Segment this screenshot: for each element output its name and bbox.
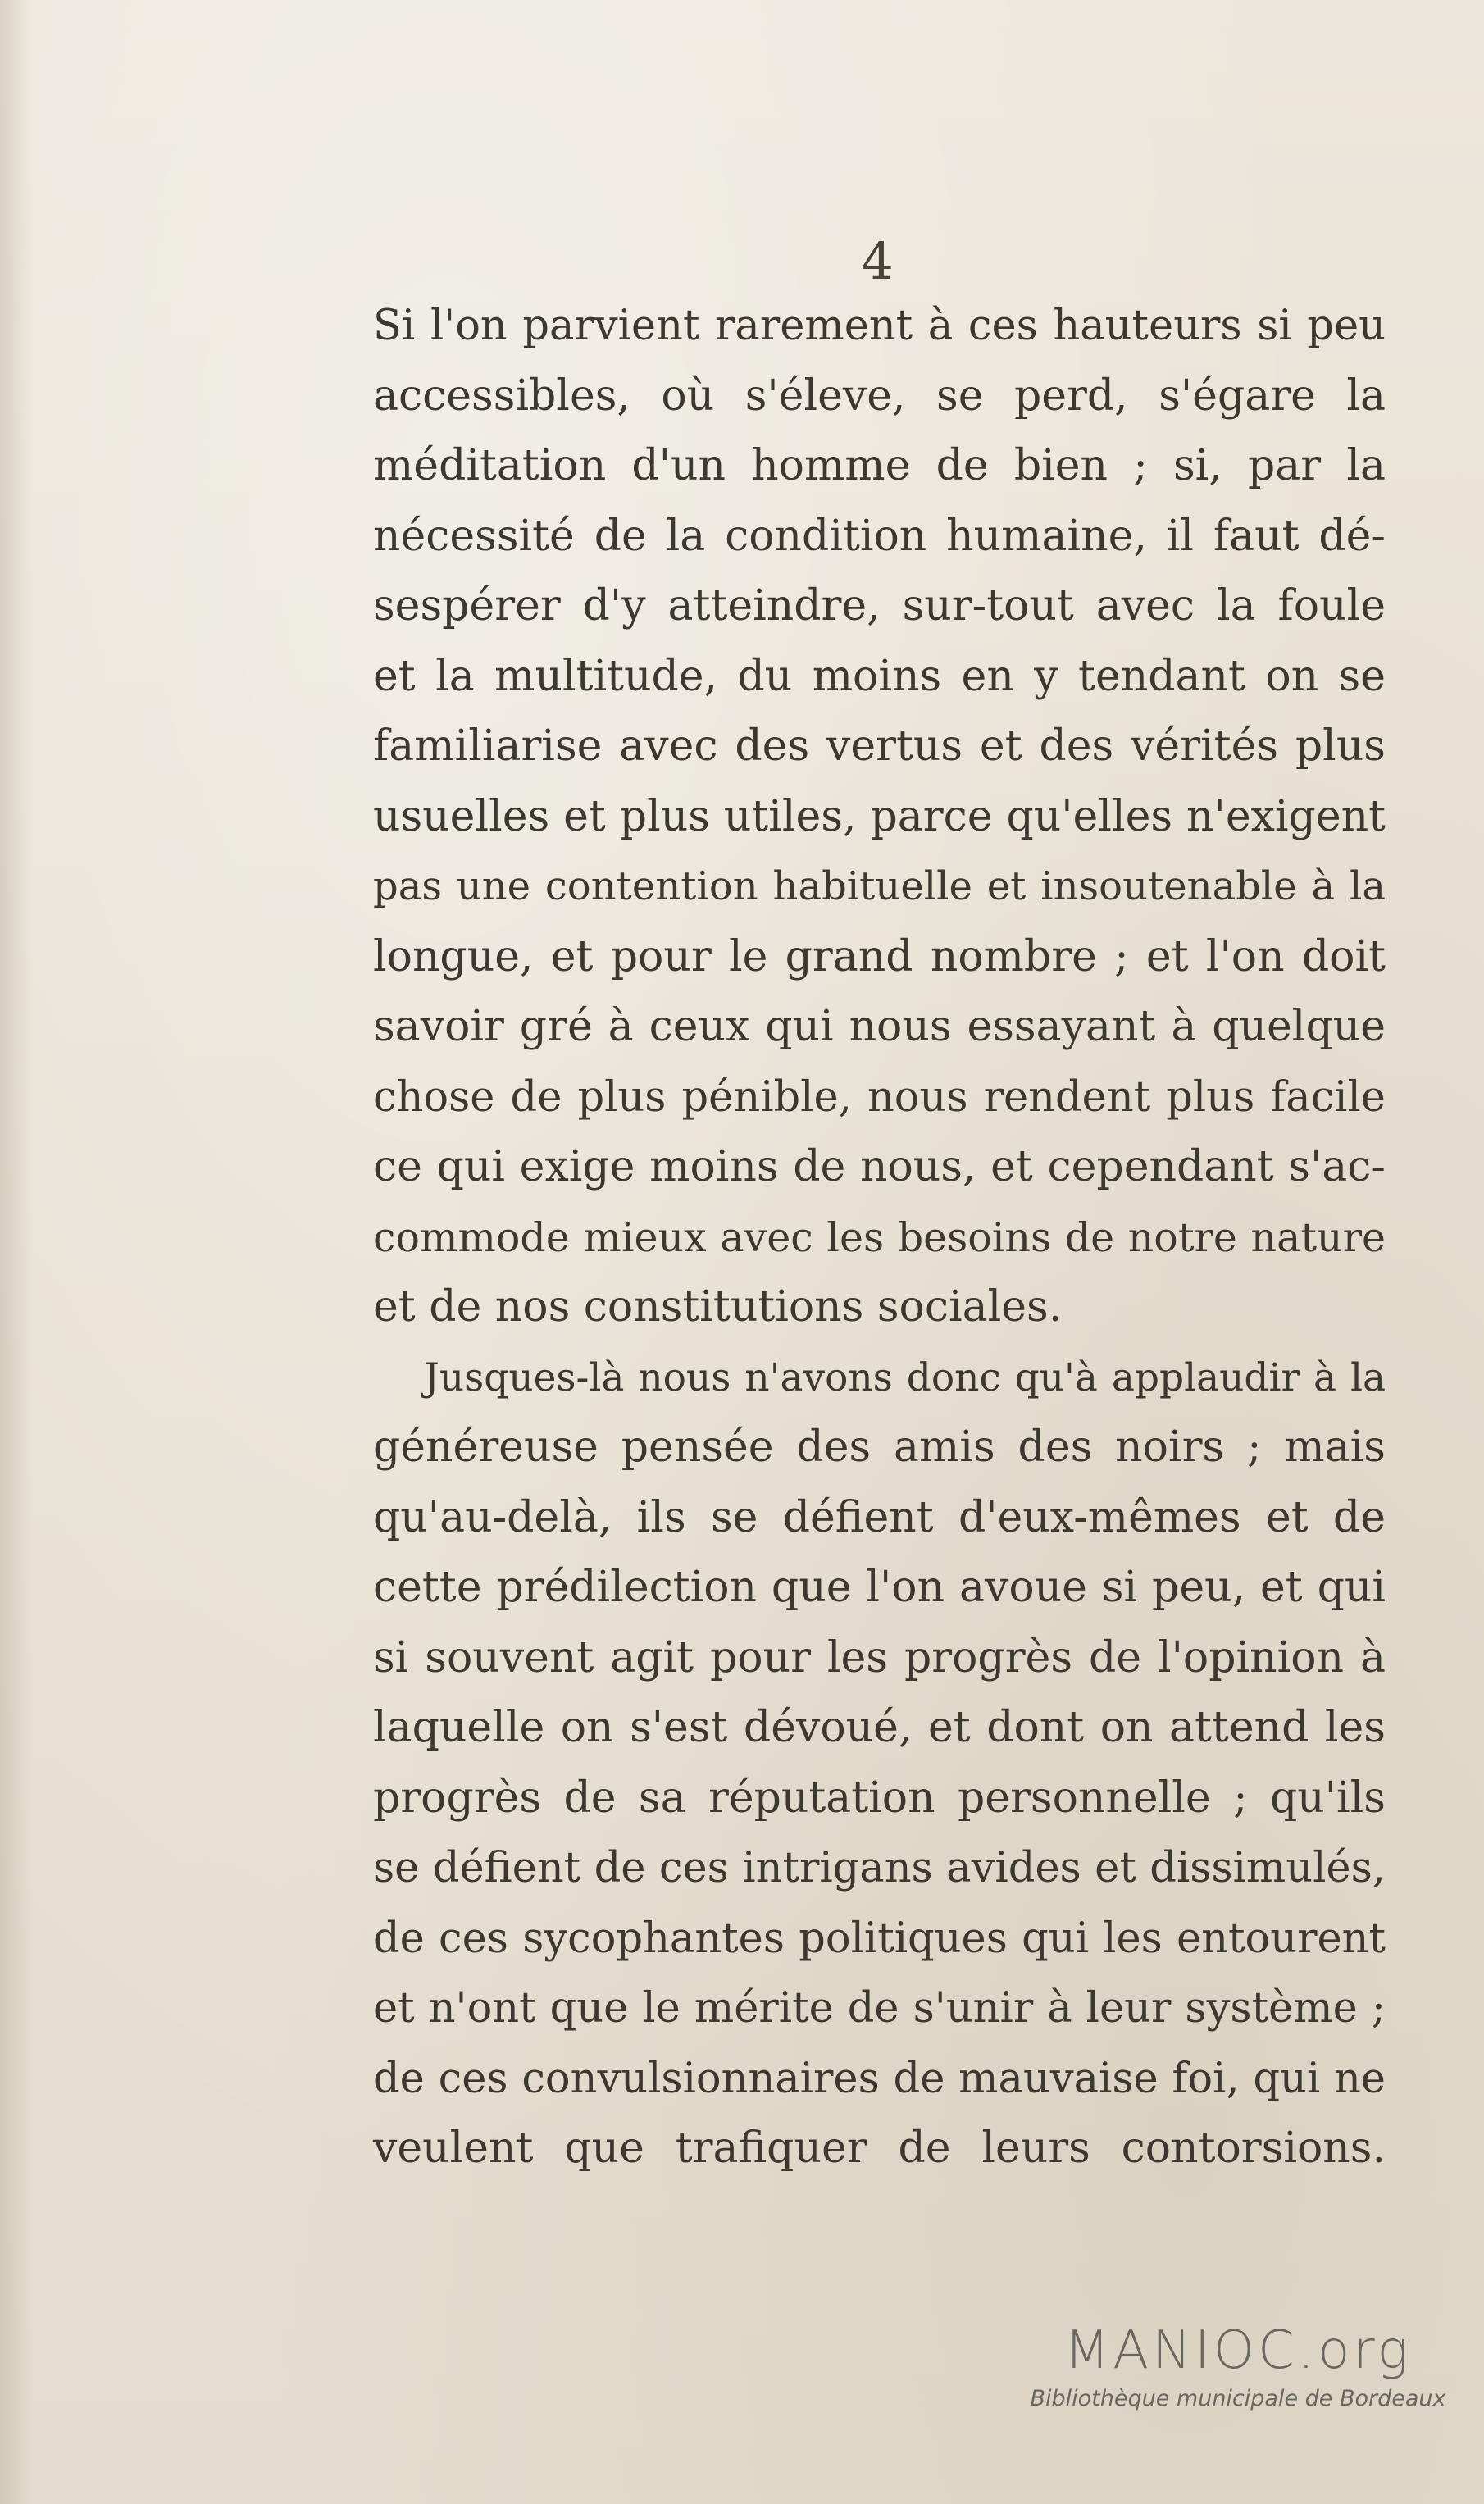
text-line: de ces convulsionnaires de mauvaise foi, qui ne [373, 2054, 1386, 2103]
text-line: et n'ont que le mérite de s'unir à leur système ; [373, 1984, 1386, 2033]
paragraph-1 [373, 291, 1386, 1343]
text-line: qu'au-delà, ils se défient d'eux-mêmes et de [373, 1492, 1386, 1542]
page-number: 4 [861, 231, 894, 291]
text-line: longue, et pour le grand nombre ; et l'on doit [373, 931, 1386, 981]
manioc-watermark [1017, 2320, 1459, 2411]
text-line: ce qui exige moins de nous, et cependant s'ac- [373, 1142, 1386, 1191]
text-line: savoir gré à ceux qui nous essayant à quelque [373, 1002, 1386, 1051]
text-line: progrès de sa réputation personnelle ; qu'ils [373, 1773, 1386, 1823]
text-line: commode mieux avec les besoins de notre nature [373, 1213, 1386, 1261]
text-line: Jusques-là nous n'avons donc qu'à applaudir à la [424, 1354, 1386, 1400]
text-line: veulent que trafiquer de leurs contorsions. [373, 2124, 1386, 2173]
text-line: Si l'on parvient rarement à ces hauteurs si peu [373, 302, 1386, 350]
text-line: usuelles et plus utiles, parce qu'elles n'exigent [373, 791, 1386, 841]
paragraph-2 [373, 1343, 1386, 2184]
text-line: nécessité de la condition humaine, il faut dé- [373, 511, 1386, 561]
text-line: chose de plus pénible, nous rendent plus facile [373, 1072, 1386, 1122]
text-line: méditation d'un homme de bien ; si, par la [373, 441, 1386, 490]
text-line: et de nos constitutions sociales. [373, 1282, 1063, 1332]
text-line: de ces sycophantes politiques qui les entourent [373, 1914, 1386, 1963]
text-line: se défient de ces intrigans avides et dissimulés, [373, 1844, 1386, 1892]
manioc-logo: MANIOC.org [1064, 2320, 1412, 2381]
text-line: et la multitude, du moins en y tendant on se [373, 651, 1386, 701]
text-line: pas une contention habituelle et insoutenable à la [373, 863, 1386, 909]
text-line: cette prédilection que l'on avoue si peu, et qui [373, 1563, 1386, 1612]
text-line: sespérer d'y atteindre, sur-tout avec la foule [373, 581, 1386, 631]
body-text [373, 291, 1386, 2184]
library-credit: Bibliothèque municipale de Bordeaux [1030, 2386, 1446, 2411]
text-line: généreuse pensée des amis des noirs ; mais [373, 1423, 1386, 1472]
text-line: familiarise avec des vertus et des vérités plus [373, 722, 1386, 771]
text-line: accessibles, où s'éleve, se perd, s'égare la [373, 371, 1386, 421]
text-line: laquelle on s'est dévoué, et dont on attend les [373, 1703, 1386, 1752]
text-line: si souvent agit pour les progrès de l'opinion à [373, 1632, 1386, 1682]
